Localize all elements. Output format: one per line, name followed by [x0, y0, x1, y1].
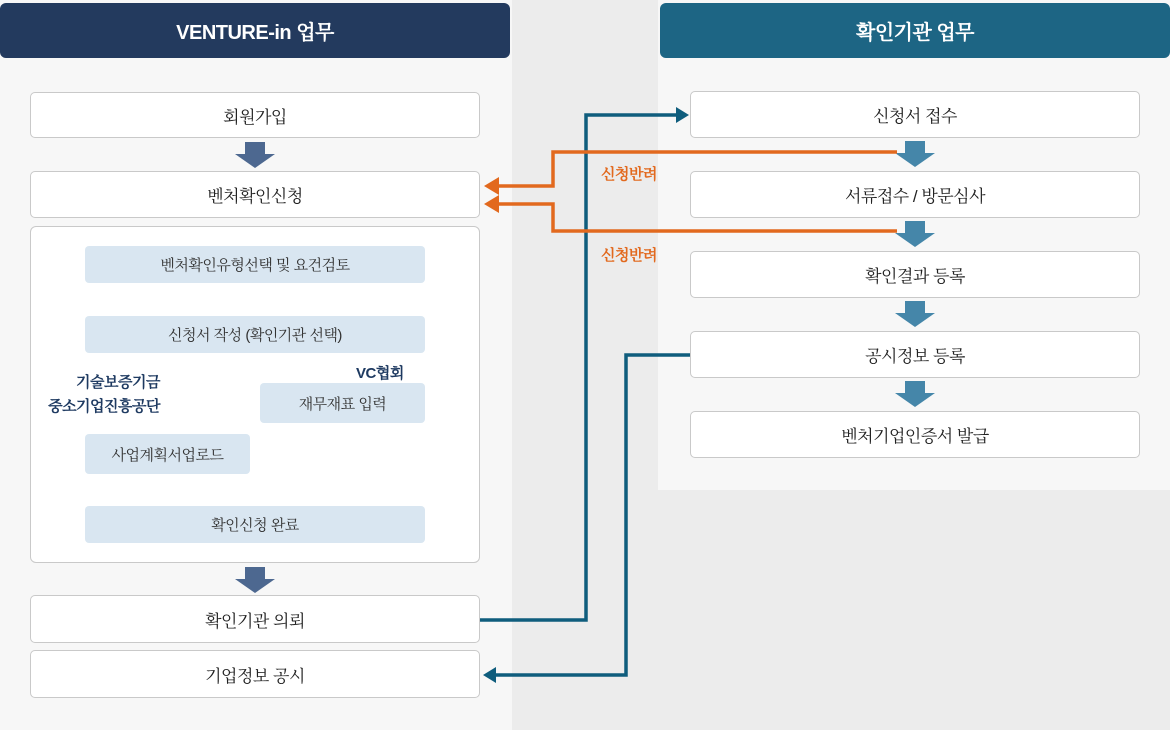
node-application-receive: 신청서 접수 — [690, 91, 1140, 138]
node-certificate-issue: 벤처기업인증서 발급 — [690, 411, 1140, 458]
node-result-register: 확인결과 등록 — [690, 251, 1140, 298]
branch-label-vc: VC협회 — [356, 365, 404, 382]
subnode-form-write: 신청서 작성 (확인기관 선택) — [85, 316, 425, 353]
node-company-disclosure: 기업정보 공시 — [30, 650, 480, 698]
edge-label-reject-1: 신청반려 — [601, 166, 657, 183]
branch-label-kibo: 기술보증기금 — [76, 374, 160, 391]
subnode-type-select: 벤처확인유형선택 및 요건검토 — [85, 246, 425, 283]
branch-label-sbc: 중소기업진흥공단 — [48, 398, 160, 415]
edge-label-reject-2: 신청반려 — [601, 247, 657, 264]
left-column-header: VENTURE-in 업무 — [0, 3, 510, 58]
node-agency-request: 확인기관 의뢰 — [30, 595, 480, 643]
subnode-bizplan-upload: 사업계획서업로드 — [85, 434, 250, 474]
node-venture-apply: 벤처확인신청 — [30, 171, 480, 218]
subnode-apply-complete: 확인신청 완료 — [85, 506, 425, 543]
node-signup: 회원가입 — [30, 92, 480, 138]
subnode-financial-input: 재무재표 입력 — [260, 383, 425, 423]
node-document-review: 서류접수 / 방문심사 — [690, 171, 1140, 218]
node-publish-register: 공시정보 등록 — [690, 331, 1140, 378]
right-column-header: 확인기관 업무 — [660, 3, 1170, 58]
